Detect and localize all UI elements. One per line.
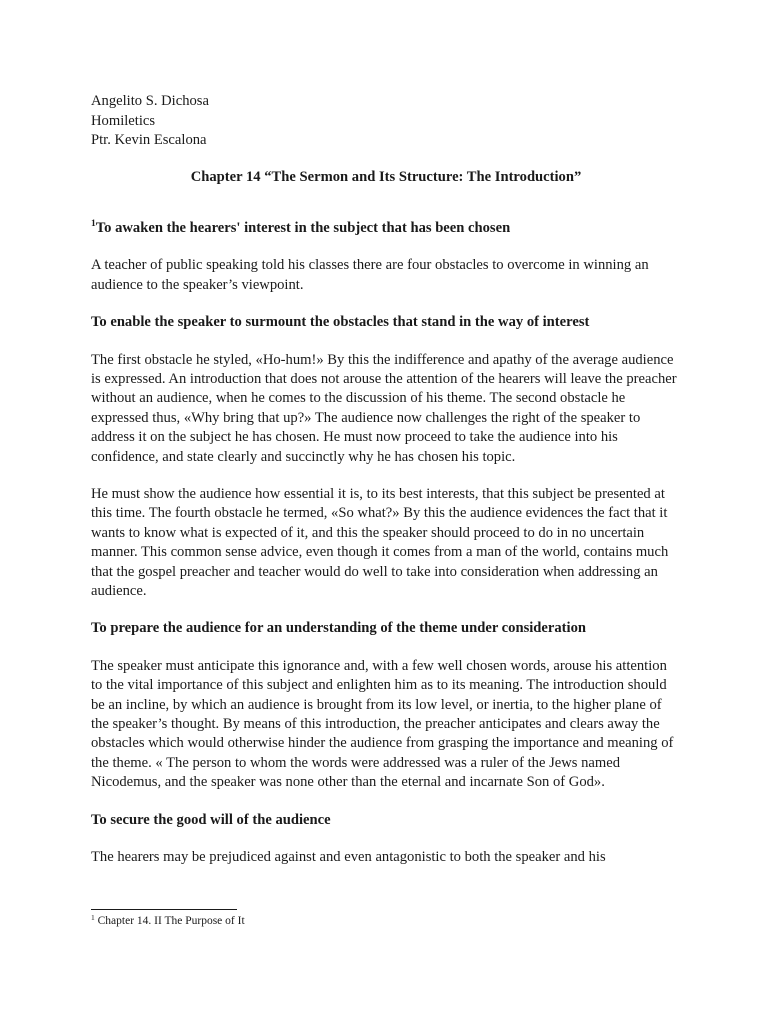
instructor-name: Ptr. Kevin Escalona [91,132,207,148]
paragraph: The first obstacle he styled, «Ho-hum!» By this the indifference and apathy of the average audience is expressed. An introduction that does not arouse the attention of the hearers will leave the preacher without an audience, when he comes to the discussion of his theme. The second obstacle he expressed thus, «Why bring that up?» The audience now challenges the right of the speaker to address it on the subject he has chosen. He must now proceed to take the audience into his confidence, and state clearly and succinctly why he has chosen his topic. [91,351,677,465]
section-heading-2: To enable the speaker to surmount the obstacles that stand in the way of interest [91,314,590,331]
course-name: Homiletics [91,112,156,129]
section-heading-4: To secure the good will of the audience [91,811,331,828]
footnote-separator [91,909,237,910]
paragraph: The speaker must anticipate this ignorance and, with a few well chosen words, arouse his attention to the vital importance of this subject and enlighten him as to its meaning. The introduction should be an incline, by which an audience is brought from its low level, or inertia, to the higher plane of the speaker’s thought. By means of this introduction, the preacher anticipates and clears away the obstacles which would otherwise hinder the audience from grasping the importance and meaning of the theme. « The person to whom the words were addressed was a ruler of the Jews named Nicodemus, and the speaker was none other than the eternal and incarnate Son of God». [91,657,674,791]
section-heading-1-text: To awaken the hearers' interest in the subject that has been chosen [95,219,511,236]
chapter-title: Chapter 14 “The Sermon and Its Structure: The Introduction” [190,168,582,185]
footnote-number: 1 [91,913,95,922]
paragraph: He must show the audience how essential it is, to its best interests, that this subject be presented at this time. The fourth obstacle he termed, «So what?» By this the audience evidences the fact that it wants to know what is expected of it, and this the speaker should proceed to do in no uncertain manner. This common sense advice, even though it comes from a man of the world, contains much that the gospel preacher and teacher would do well to take into consideration when addressing an audience. [91,485,669,599]
paragraph: The hearers may be prejudiced against and even antagonistic to both the speaker and his [91,849,606,866]
section-heading-3: To prepare the audience for an understanding of the theme under consideration [91,620,587,637]
footnote-reference: 1 [91,218,96,229]
paragraph: A teacher of public speaking told his classes there are four obstacles to overcome in winning an audience to the speaker’s viewpoint. [91,257,649,293]
footnote-text: Chapter 14. II The Purpose of It [97,915,245,927]
document-body [91,92,681,867]
author-name: Angelito S. Dichosa [91,93,209,109]
section-heading-1 [91,219,681,238]
footnote [91,914,245,928]
